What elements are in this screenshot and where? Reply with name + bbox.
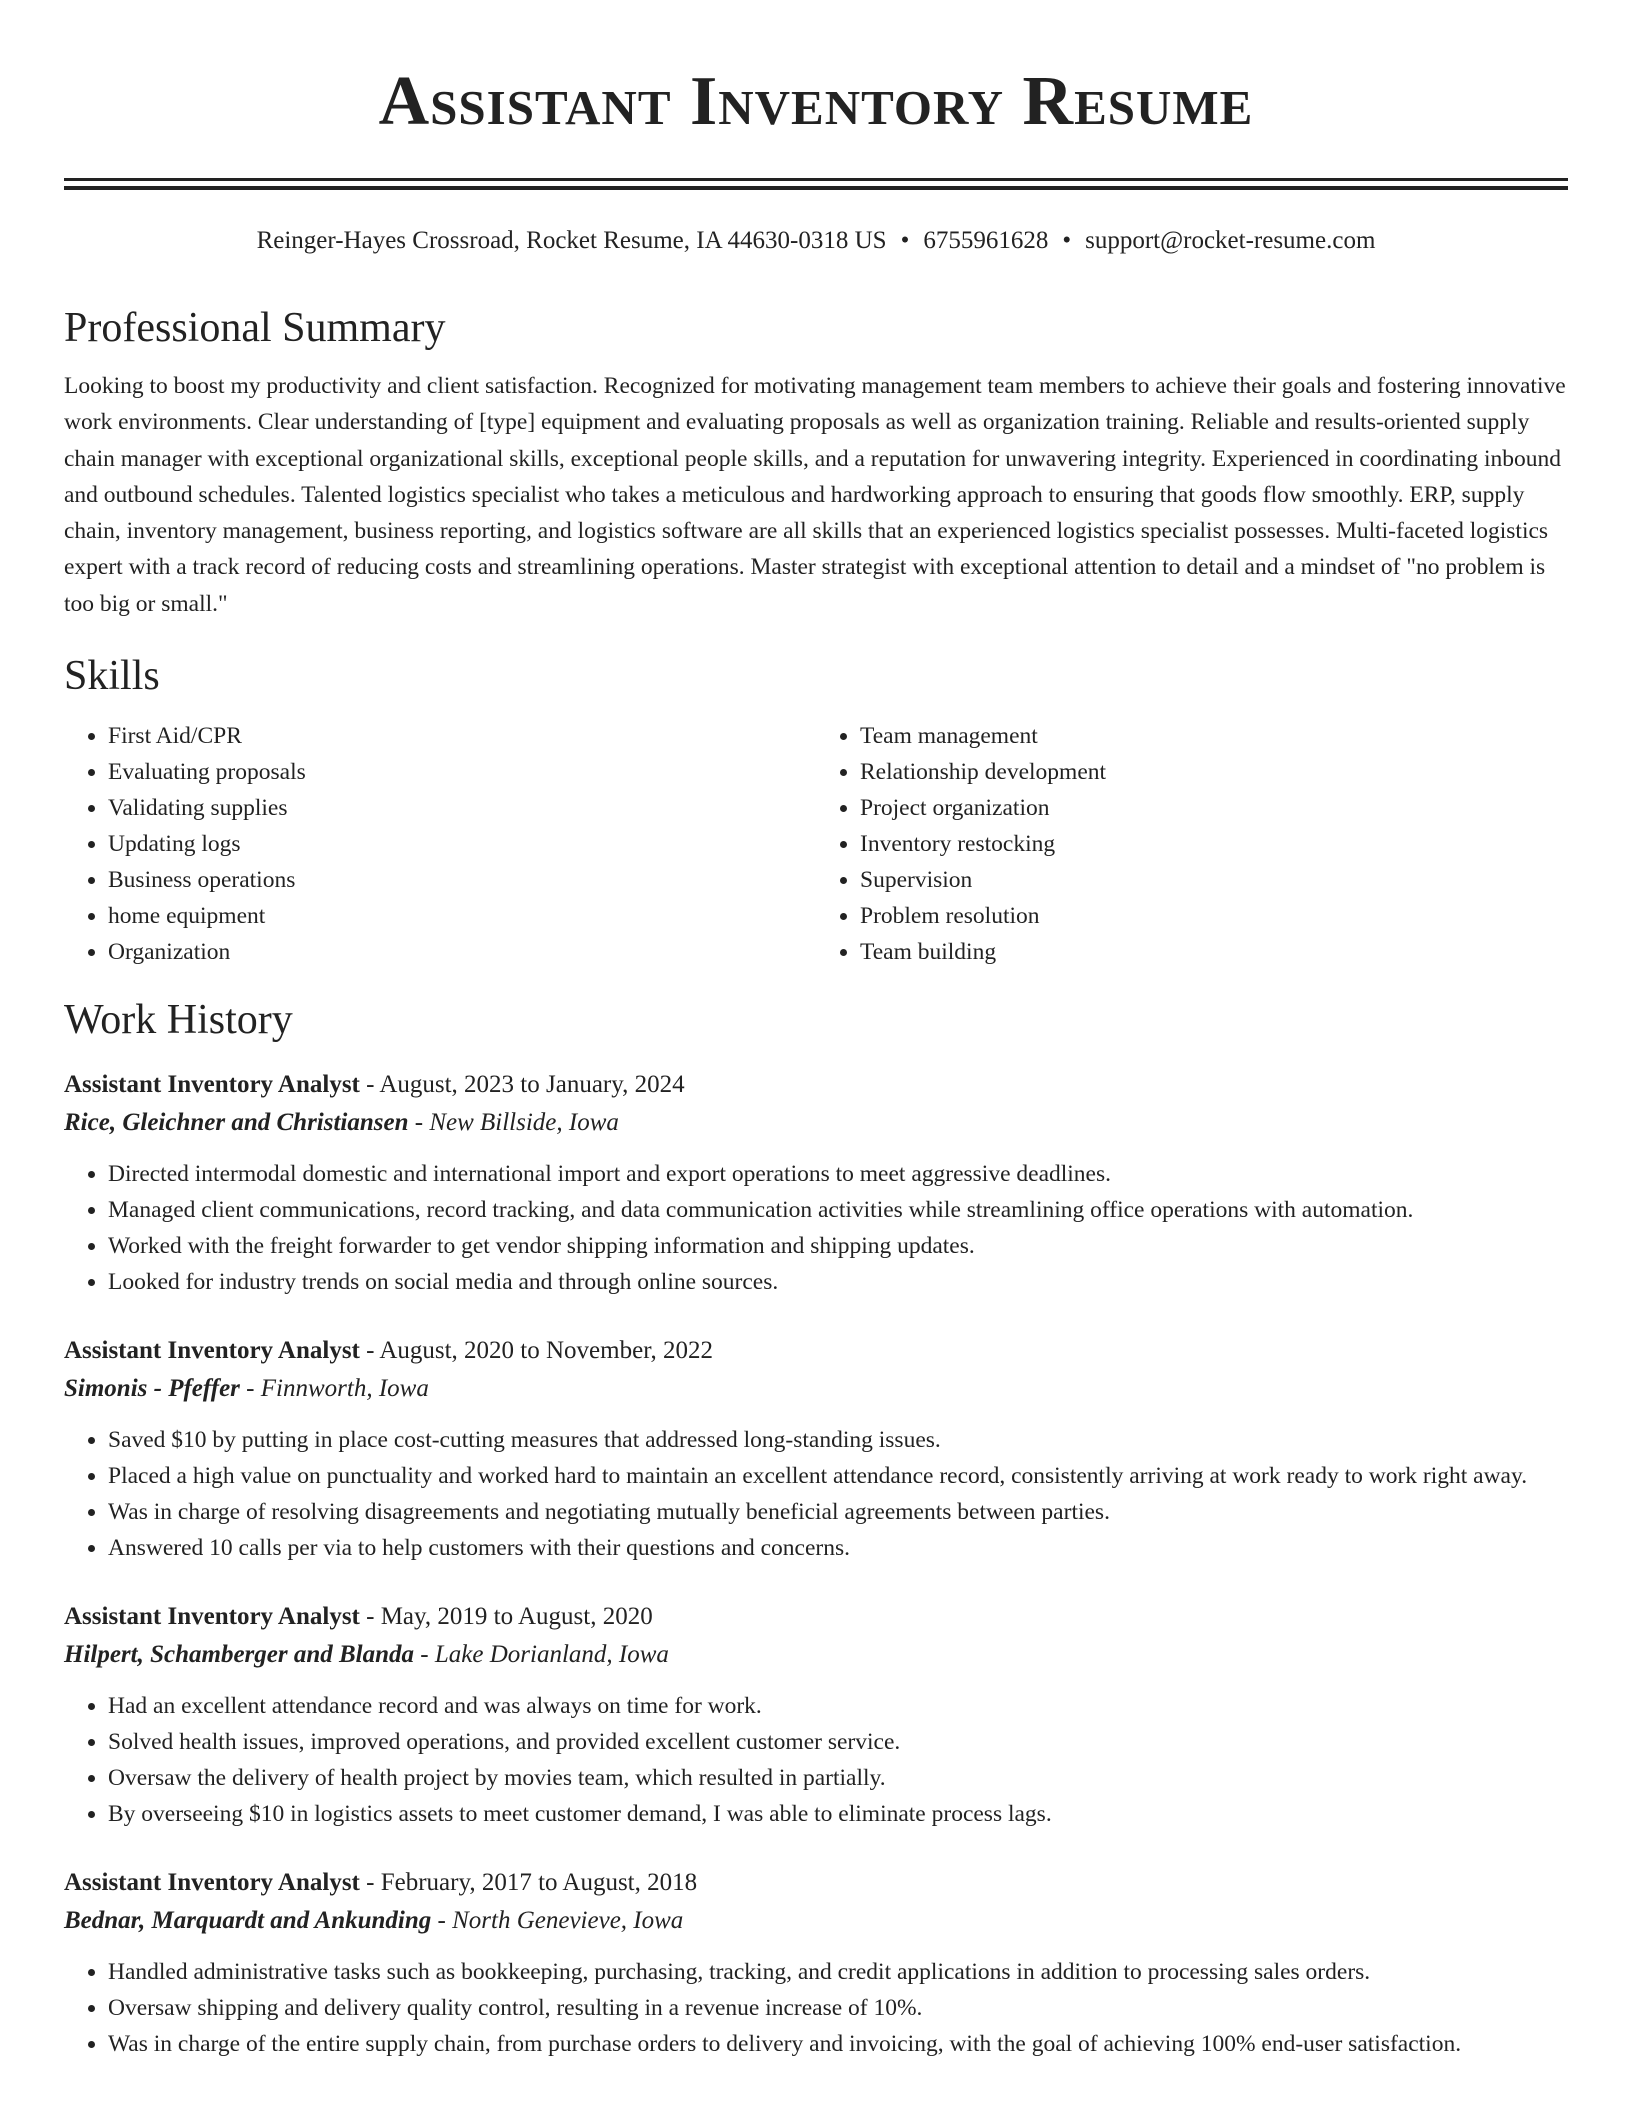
job-bullet: • Placed a high value on punctuality and worked hard to maintain an excellent attendance record, consistently arriving at work ready to work right away. <box>108 1458 1568 1494</box>
job-header: Assistant Inventory Analyst - May, 2019 to August, 2020 <box>64 1603 653 1631</box>
summary-text: Looking to boost my productivity and client satisfaction. Recognized for motivating management team members to achieve their goals and fostering innovative work environments. Clear understanding of [type] equipment and evaluating proposals as well as organization training. Reliable and results-oriented supply chain manager with exceptional organizational skills, exceptional people skills, and a reputation for unwavering integrity. Experienced in coordinating inbound and outbound schedules. Talented logistics specialist who takes a meticulous and hardworking approach to ensuring that goods flow smoothly. ERP, supply chain, inventory management, business reporting, and logistics software are all skills that an experienced logistics specialist possesses. Multi-faceted logistics expert with a track record of reducing costs and streamlining operations. Master strategist with exceptional attention to detail and a mindset of "no problem is too big or small." <box>64 373 1566 617</box>
section-heading-work-history: Work History <box>64 997 293 1044</box>
job-location: Lake Dorianland, Iowa <box>434 1641 669 1669</box>
job-bullet: • Oversaw the delivery of health project by movies team, which resulted in partially. <box>108 1760 1568 1796</box>
contact-address: Reinger-Hayes Crossroad, Rocket Resume, IA 44630-0318 US <box>256 227 887 254</box>
job-dates: August, 2020 to November, 2022 <box>379 1337 714 1365</box>
job-bullet: • Worked with the freight forwarder to get vendor shipping information and shipping updates. <box>108 1228 1568 1264</box>
skill-item: • Supervision <box>860 862 1568 898</box>
job-bullet: • Was in charge of resolving disagreements and negotiating mutually beneficial agreements between parties. <box>108 1494 1568 1530</box>
job-bullet: • Had an excellent attendance record and was always on time for work. <box>108 1688 1568 1724</box>
job-bullet: • Handled administrative tasks such as bookkeeping, purchasing, tracking, and credit applications in addition to processing sales orders. <box>108 1954 1568 1990</box>
job-location: Finnworth, Iowa <box>260 1375 429 1403</box>
skill-item: • Validating supplies <box>108 790 816 826</box>
work-history-section <box>64 992 1568 2062</box>
job-bullets <box>64 1422 1568 1566</box>
job-header: Assistant Inventory Analyst - August, 2020 to November, 2022 <box>64 1337 714 1365</box>
job-employer: Bednar, Marquardt and Ankunding - North Genevieve, Iowa <box>64 1907 684 1935</box>
skills-section <box>64 648 1568 970</box>
job-bullets <box>64 1954 1568 2062</box>
contact-separator: • <box>900 227 910 254</box>
job-company: Simonis - Pfeffer <box>64 1375 240 1403</box>
skills-list-left <box>64 718 816 970</box>
skill-item: • Problem resolution <box>860 898 1568 934</box>
job-title: Assistant Inventory Analyst <box>64 1869 360 1897</box>
job-entry <box>64 1332 1568 1566</box>
job-bullet: • Saved $10 by putting in place cost-cutting measures that addressed long-standing issues. <box>108 1422 1568 1458</box>
job-employer: Rice, Gleichner and Christiansen - New Billside, Iowa <box>64 1109 619 1137</box>
skill-item: • Team management <box>860 718 1568 754</box>
job-bullet: • Oversaw shipping and delivery quality control, resulting in a revenue increase of 10%. <box>108 1990 1568 2026</box>
title-divider <box>64 178 1568 190</box>
professional-summary-section <box>64 300 1568 622</box>
job-title: Assistant Inventory Analyst <box>64 1337 360 1365</box>
job-dates: August, 2023 to January, 2024 <box>379 1071 685 1099</box>
job-company: Hilpert, Schamberger and Blanda <box>64 1641 415 1669</box>
job-bullet: • Looked for industry trends on social media and through online sources. <box>108 1264 1568 1300</box>
skill-item: • First Aid/CPR <box>108 718 816 754</box>
skills-columns <box>64 718 1568 970</box>
resume-title: Assistant Inventory Resume <box>378 63 1254 140</box>
contact-line <box>64 224 1568 258</box>
contact-email: support@rocket-resume.com <box>1085 227 1376 254</box>
skill-item: • Business operations <box>108 862 816 898</box>
job-company: Bednar, Marquardt and Ankunding <box>64 1907 432 1935</box>
skill-item: • Updating logs <box>108 826 816 862</box>
job-entry <box>64 1598 1568 1832</box>
job-entry <box>64 1066 1568 1300</box>
job-employer: Simonis - Pfeffer - Finnworth, Iowa <box>64 1375 429 1403</box>
job-dates: February, 2017 to August, 2018 <box>380 1869 698 1897</box>
skill-item: • Organization <box>108 934 816 970</box>
skill-item: • Relationship development <box>860 754 1568 790</box>
skill-item: • home equipment <box>108 898 816 934</box>
job-title: Assistant Inventory Analyst <box>64 1603 360 1631</box>
job-bullets <box>64 1156 1568 1300</box>
job-location: North Genevieve, Iowa <box>452 1907 684 1935</box>
job-bullet: • Managed client communications, record tracking, and data communication activities while streamlining office operations with automation. <box>108 1192 1568 1228</box>
skill-item: • Inventory restocking <box>860 826 1568 862</box>
skill-item: • Project organization <box>860 790 1568 826</box>
job-location: New Billside, Iowa <box>429 1109 619 1137</box>
job-bullet: • Was in charge of the entire supply chain, from purchase orders to delivery and invoicing, with the goal of achieving 100% end-user satisfaction. <box>108 2026 1568 2062</box>
job-bullets <box>64 1688 1568 1832</box>
resume-page <box>64 0 1568 2062</box>
job-employer: Hilpert, Schamberger and Blanda - Lake Dorianland, Iowa <box>64 1641 669 1669</box>
job-bullet: • Solved health issues, improved operations, and provided excellent customer service. <box>108 1724 1568 1760</box>
section-heading-skills: Skills <box>64 653 160 700</box>
skill-item: • Team building <box>860 934 1568 970</box>
job-bullet: • Directed intermodal domestic and international import and export operations to meet aggressive deadlines. <box>108 1156 1568 1192</box>
contact-phone: 6755961628 <box>923 227 1049 254</box>
job-dates: May, 2019 to August, 2020 <box>380 1603 653 1631</box>
job-company: Rice, Gleichner and Christiansen <box>64 1109 409 1137</box>
job-title: Assistant Inventory Analyst <box>64 1071 360 1099</box>
contact-separator: • <box>1062 227 1072 254</box>
skills-list-right <box>816 718 1568 970</box>
job-header: Assistant Inventory Analyst - August, 2023 to January, 2024 <box>64 1071 685 1099</box>
section-heading-summary: Professional Summary <box>64 305 446 351</box>
job-entry <box>64 1864 1568 2062</box>
job-header: Assistant Inventory Analyst - February, 2017 to August, 2018 <box>64 1869 698 1897</box>
job-bullet: • By overseeing $10 in logistics assets to meet customer demand, I was able to eliminate process lags. <box>108 1796 1568 1832</box>
skill-item: • Evaluating proposals <box>108 754 816 790</box>
job-bullet: • Answered 10 calls per via to help customers with their questions and concerns. <box>108 1530 1568 1566</box>
